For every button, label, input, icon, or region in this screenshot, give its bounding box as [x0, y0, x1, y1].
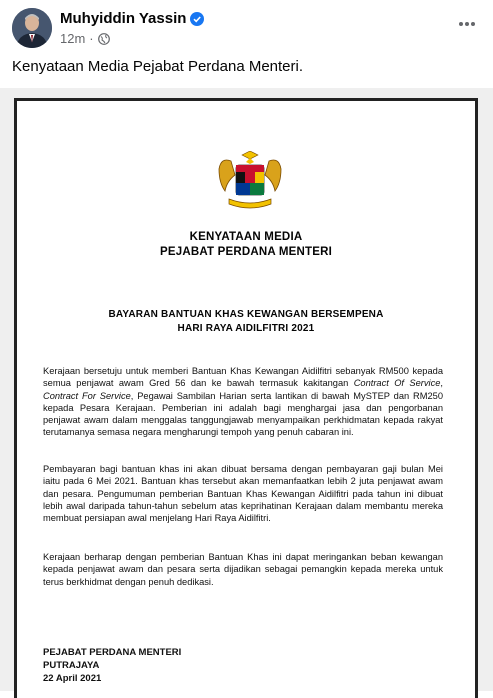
post-meta: [60, 31, 110, 46]
post-header: [0, 0, 493, 54]
more-options-icon: [458, 21, 476, 27]
doc-paragraph-2: Pembayaran bagi bantuan khas ini akan dibuat bersama dengan pembayaran gaji bulan Mei iaitu pada 6 Mei 2021. Bantuan khas tersebut akan memanfaatkan lebih 2 juta penjawat awam dan pesara. Pengumuman pemberian Bantuan Khas Kewangan Aidilfitri pada tahun ini dibuat lebih awal daripada tahun-tahun sebelum atas keprihatinan Kerajaan dalam membantu mereka membuat persiapan awal menjelang Hari Raya Aidilfitri.: [43, 464, 443, 524]
globe-icon[interactable]: [98, 33, 110, 45]
author-name[interactable]: Muhyiddin Yassin: [60, 10, 187, 27]
verified-badge-icon: [190, 12, 204, 26]
doc-signature-place: PUTRAJAYA: [43, 660, 100, 671]
doc-paragraph-3: Kerajaan berharap dengan pemberian Bantuan Khas ini dapat meringankan beban kewangan kepada penjawat awam dan pesara serta dijadikan sebagai pemangkin kepada mereka untuk terus berkhidmat dengan penuh dedikasi.: [43, 552, 443, 587]
post-timestamp[interactable]: 12m: [60, 31, 86, 46]
doc-signature-date: 22 April 2021: [43, 673, 102, 684]
doc-subject-2: HARI RAYA AIDILFITRI 2021: [177, 323, 315, 334]
doc-signature-office: PEJABAT PERDANA MENTERI: [43, 647, 182, 658]
author-name-row: [60, 10, 204, 27]
doc-paragraph-1: Kerajaan bersetuju untuk memberi Bantuan Khas Kewangan Aidilfitri sebanyak RM500 kepada semua penjawat awam Gred 56 dan ke bawah termasuk kakitangan Contract Of Service, Contract For Service, Pegawai Sambilan Harian serta lantikan di bawah MySTEP dan RM250 kepada Pesara Kerajaan. Pemberian ini adalah bagi menghargai jasa dan pengorbanan penjawat awam dalam menggalas tanggungjawab menyampaikan perkhidmatan kepada rakyat terutamanya semasa negara mengharungi tempoh yang penuh cabaran ini.: [43, 366, 443, 438]
doc-heading-1: KENYATAAN MEDIA: [189, 231, 303, 243]
doc-subject-1: BAYARAN BANTUAN KHAS KEWANGAN BERSEMPENA: [108, 309, 384, 320]
author-avatar[interactable]: [12, 8, 52, 48]
press-release-document: [14, 98, 478, 698]
doc-heading-2: PEJABAT PERDANA MENTERI: [159, 246, 332, 258]
more-options-button[interactable]: [455, 12, 479, 36]
post-caption: Kenyataan Media Pejabat Perdana Menteri.: [12, 58, 304, 75]
coat-of-arms-icon: [215, 151, 285, 213]
post-image[interactable]: [0, 88, 493, 691]
meta-separator: ·: [89, 31, 94, 46]
